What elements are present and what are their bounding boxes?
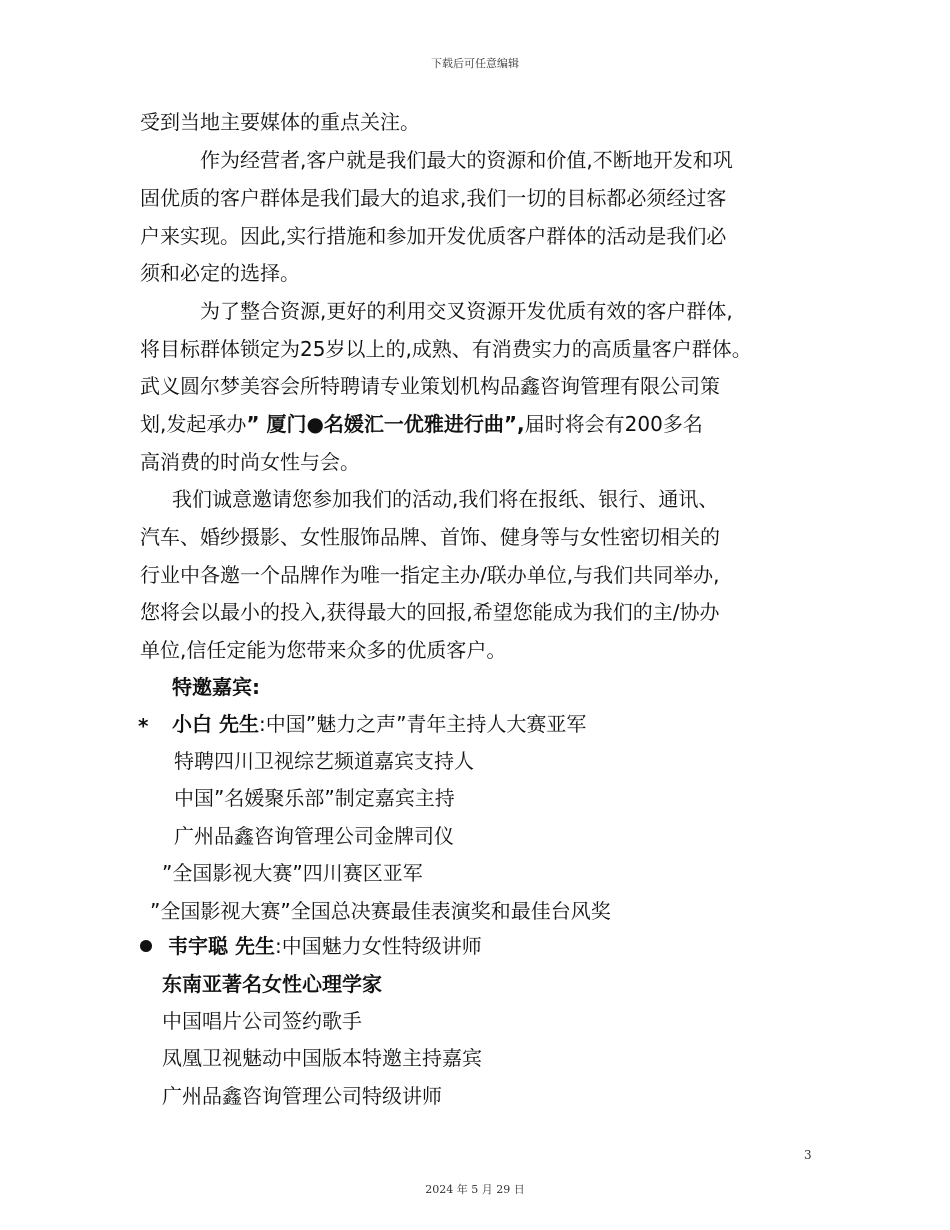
guest-detail: 广州品鑫咨询管理公司金牌司仪 [174,824,454,848]
paragraph-line: 行业中各邀一个品牌作为唯一指定主办/联办单位,与我们共同举办, [140,563,720,587]
guest-detail: 中国”名媛聚乐部”制定嘉宾主持 [174,786,455,810]
paragraph-line: 汽车、婚纱摄影、女性服饰品牌、首饰、健身等与女性密切相关的 [140,525,720,549]
paragraph-text: 届时将会有200多名 [524,412,703,436]
paragraph-text: 划,发起承办 [140,412,247,436]
asterisk-bullet-icon: * [138,714,149,738]
event-title: ” 厦门●名媛汇一优雅进行曲”, [246,412,525,436]
paragraph-line: 武义圆尔梦美容会所特聘请专业策划机构品鑫咨询管理有限公司策 [140,374,720,398]
guest-detail: ”全国影视大赛”四川赛区亚军 [162,861,423,885]
guest-detail: 中国唱片公司签约歌手 [162,1009,362,1033]
guest-detail: 东南亚著名女性心理学家 [162,972,382,996]
header-note: 下载后可任意编辑 [431,57,519,70]
paragraph-line [140,410,703,438]
guest-detail: ”全国影视大赛”全国总决赛最佳表演奖和最佳台风奖 [150,899,611,923]
guest-title: :中国魅力女性特级讲师 [274,934,482,958]
guest-name: 韦宇聪 先生 [168,934,275,958]
paragraph-line: 固优质的客户群体是我们最大的追求,我们一切的目标都必须经过客 [140,186,727,210]
page-number: 3 [804,1148,812,1162]
paragraph-line: 户来实现。因此,实行措施和参加开发优质客户群体的活动是我们必 [140,224,727,248]
guest-detail: 凤凰卫视魅动中国版本特邀主持嘉宾 [162,1046,482,1070]
guest-title-line [168,932,482,960]
guest-title-line [172,710,586,738]
paragraph-line: 我们诚意邀请您参加我们的活动,我们将在报纸、银行、通讯、 [172,487,719,511]
guests-heading: 特邀嘉宾: [172,675,260,699]
paragraph-line: 受到当地主要媒体的重点关注。 [140,110,420,134]
guest-title: :中国”魅力之声”青年主持人大赛亚军 [258,712,587,736]
paragraph-line: 您将会以最小的投入,获得最大的回报,希望您能成为我们的主/协办 [140,600,720,624]
guest-detail: 特聘四川卫视综艺频道嘉宾支持人 [174,749,474,773]
footer-date: 2024 年 5 月 29 日 [425,1183,525,1196]
paragraph-line: 须和必定的选择。 [140,261,300,285]
paragraph-line: 作为经营者,客户就是我们最大的资源和价值,不断地开发和巩 [200,148,733,172]
paragraph-line: 单位,信任定能为您带来众多的优质客户。 [140,638,507,662]
bullet-dot-icon [140,940,152,952]
paragraph-line: 高消费的时尚女性与会。 [140,450,360,474]
paragraph-line: 将目标群体锁定为25岁以上的,成熟、有消费实力的高质量客户群体。 [140,337,752,361]
guest-detail: 广州品鑫咨询管理公司特级讲师 [162,1084,442,1108]
paragraph-line: 为了整合资源,更好的利用交叉资源开发优质有效的客户群体, [200,299,733,323]
guest-name: 小白 先生 [172,712,259,736]
